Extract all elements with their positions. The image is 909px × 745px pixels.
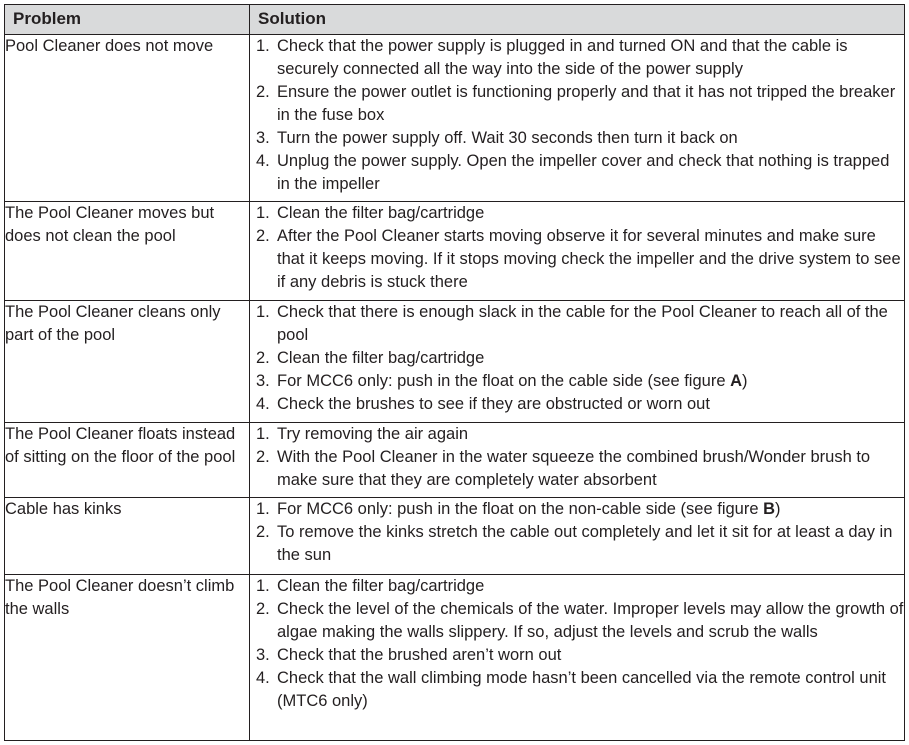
- problem-cell: Cable has kinks: [5, 498, 250, 575]
- solution-cell: [250, 423, 905, 498]
- solution-cell: [250, 498, 905, 575]
- solution-cell: [250, 35, 905, 202]
- solution-steps: [250, 575, 904, 713]
- solution-step: 1. Clean the filter bag/cartridge: [256, 577, 485, 595]
- table-row: [5, 202, 905, 301]
- solution-step: 1. Try removing the air again: [256, 425, 469, 443]
- table-row: [5, 498, 905, 575]
- solution-step: 1. For MCC6 only: push in the float on the non-cable side (see figure B): [256, 500, 781, 518]
- problem-cell: The Pool Cleaner floats instead of sitting on the floor of the pool: [5, 423, 250, 498]
- figure-reference: A: [730, 372, 742, 390]
- solution-cell: [250, 202, 905, 301]
- solution-step: 2. Clean the filter bag/cartridge: [256, 349, 485, 367]
- table-row: [5, 575, 905, 741]
- solution-step: 2. Ensure the power outlet is functioning properly and that it has not tripped the breaker in the fuse box: [256, 83, 896, 124]
- troubleshooting-document: [4, 4, 904, 741]
- problem-cell: The Pool Cleaner moves but does not clean the pool: [5, 202, 250, 301]
- solution-steps: [250, 301, 904, 416]
- solution-step: 1. Clean the filter bag/cartridge: [256, 204, 485, 222]
- solution-step: 4. Unplug the power supply. Open the impeller cover and check that nothing is trapped in the impeller: [256, 152, 890, 193]
- problem-cell: The Pool Cleaner cleans only part of the pool: [5, 301, 250, 423]
- solution-step: 4. Check the brushes to see if they are obstructed or worn out: [256, 395, 710, 413]
- table-row: [5, 35, 905, 202]
- solution-step: 1. Check that the power supply is plugged in and turned ON and that the cable is securely connected all the way into the side of the power supply: [256, 37, 848, 78]
- solution-step: 3. Turn the power supply off. Wait 30 seconds then turn it back on: [256, 129, 738, 147]
- problem-cell: The Pool Cleaner doesn’t climb the walls: [5, 575, 250, 741]
- solution-steps: [250, 202, 904, 294]
- solution-steps: [250, 35, 904, 196]
- solution-cell: [250, 575, 905, 741]
- table-row: [5, 301, 905, 423]
- solution-step: 3. Check that the brushed aren’t worn out: [256, 646, 562, 664]
- column-header-problem: Problem: [5, 5, 250, 35]
- troubleshooting-table: [4, 4, 905, 741]
- solution-step: 2. Check the level of the chemicals of the water. Improper levels may allow the growth of algae making the walls slippery. If so, adjust the levels and scrub the walls: [256, 600, 904, 641]
- table-header-row: [5, 5, 905, 35]
- solution-step: 4. Check that the wall climbing mode hasn’t been cancelled via the remote control unit (MTC6 only): [256, 669, 887, 710]
- figure-reference: B: [763, 500, 776, 518]
- column-header-solution: Solution: [250, 5, 905, 35]
- solution-step: 2. With the Pool Cleaner in the water squeeze the combined brush/Wonder brush to make sure that they are completely water absorbent: [256, 448, 871, 489]
- solution-step: 1. Check that there is enough slack in the cable for the Pool Cleaner to reach all of the pool: [256, 303, 888, 344]
- solution-cell: [250, 301, 905, 423]
- solution-steps: [250, 423, 904, 492]
- problem-cell: Pool Cleaner does not move: [5, 35, 250, 202]
- solution-steps: [250, 498, 904, 567]
- solution-step: 2. After the Pool Cleaner starts moving observe it for several minutes and make sure that it keeps moving. If it stops moving check the impeller and the drive system to see if any debris is stuck there: [256, 227, 901, 291]
- solution-step: 2. To remove the kinks stretch the cable out completely and let it sit for at least a day in the sun: [256, 523, 893, 564]
- table-row: [5, 423, 905, 498]
- solution-step: 3. For MCC6 only: push in the float on the cable side (see figure A): [256, 372, 748, 390]
